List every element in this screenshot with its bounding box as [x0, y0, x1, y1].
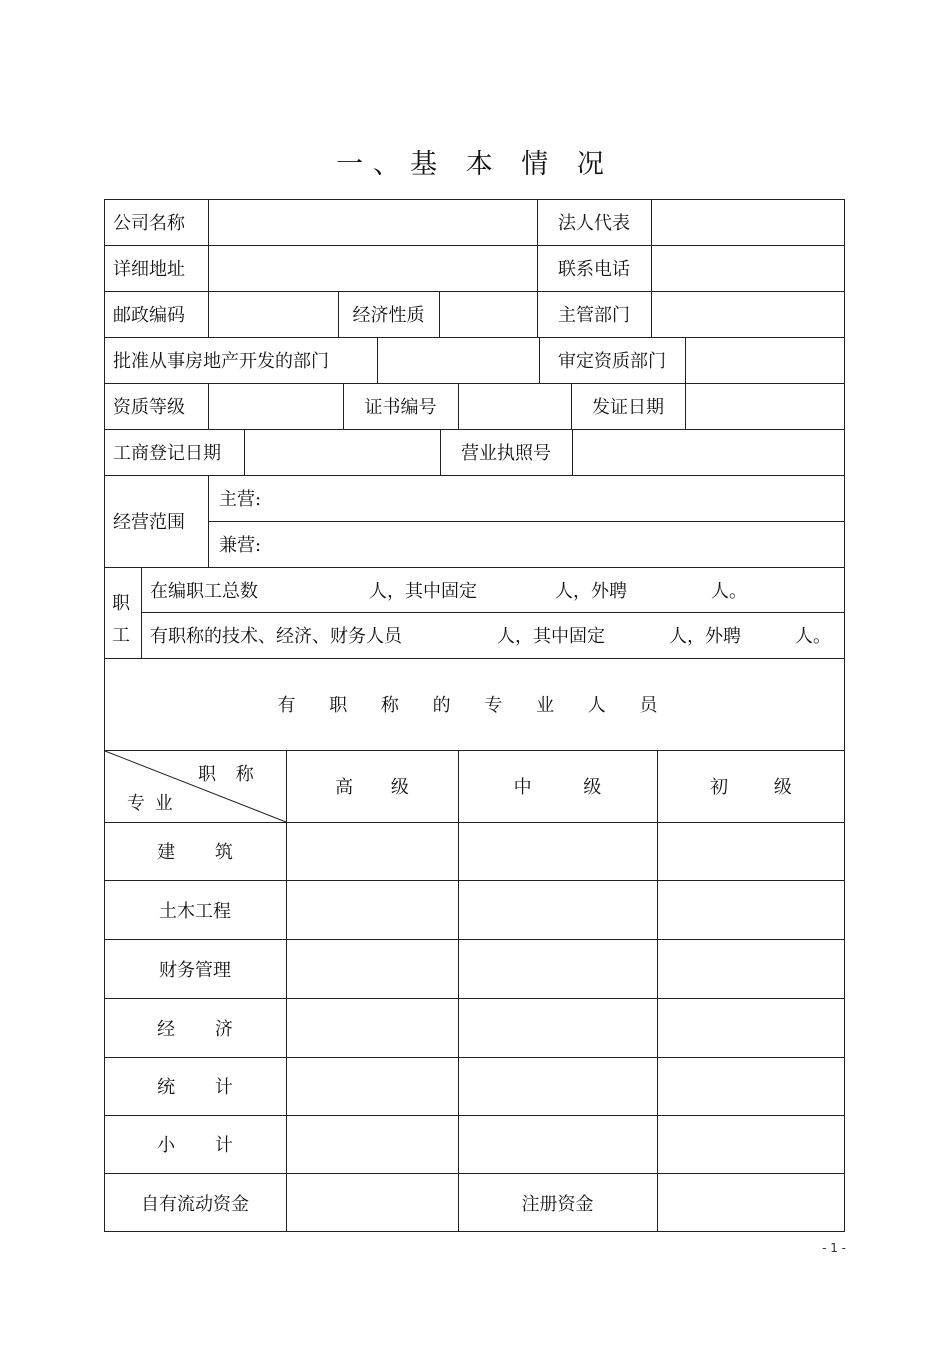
- staff-unit-label: 人。: [711, 580, 747, 602]
- row-financial-management: 财务管理: [159, 959, 231, 981]
- staff-label-bottom: 工: [112, 625, 130, 646]
- titled-external-label: 人，外聘: [669, 626, 741, 647]
- business-scope-label: 经营范围: [113, 512, 185, 533]
- row-statistics: 统 计: [157, 1077, 233, 1098]
- titled-staff-label: 有职称的技术、经济、财务人员: [150, 626, 402, 647]
- postcode-field[interactable]: [208, 291, 338, 337]
- address-label: 详细地址: [113, 259, 185, 280]
- own-funds-label: 自有流动资金: [141, 1193, 249, 1215]
- qualification-level-field[interactable]: [208, 383, 343, 429]
- registration-date-label: 工商登记日期: [113, 443, 221, 464]
- senior-header: 高 级: [335, 777, 409, 798]
- qualification-dept-field[interactable]: [685, 337, 845, 383]
- company-name-label: 公司名称: [113, 213, 185, 234]
- professional-staff-title: 有 职 称 的 专 业 人 员: [277, 695, 672, 716]
- junior-header: 初 级: [710, 777, 792, 798]
- qualification-level-label: 资质等级: [113, 397, 185, 418]
- supervisor-label: 主管部门: [558, 305, 630, 326]
- row-economics: 经 济: [157, 1018, 233, 1040]
- main-business-field[interactable]: 主营:: [219, 489, 262, 510]
- legal-rep-field[interactable]: [651, 199, 845, 245]
- cert-no-field[interactable]: [458, 383, 571, 429]
- approval-dept-field[interactable]: [377, 337, 539, 383]
- license-no-label: 营业执照号: [461, 443, 551, 464]
- titled-fixed-label: 人，其中固定: [497, 626, 605, 647]
- supervisor-field[interactable]: [651, 291, 845, 337]
- legal-rep-label: 法人代表: [558, 213, 630, 234]
- secondary-business-field[interactable]: 兼营:: [219, 535, 262, 556]
- row-architecture: 建 筑: [157, 842, 233, 863]
- page-title: 一、基 本 情 况: [336, 149, 614, 180]
- row-subtotal: 小 计: [157, 1135, 233, 1156]
- own-funds-field[interactable]: [286, 1173, 458, 1232]
- license-no-field[interactable]: [572, 429, 845, 475]
- staff-label-top: 职: [112, 593, 130, 614]
- middle-header: 中 级: [513, 777, 602, 798]
- diag-header-title: 职 称: [198, 764, 254, 785]
- economic-nature-label: 经济性质: [352, 305, 425, 326]
- approval-dept-label: 批准从事房地产开发的部门: [113, 351, 329, 372]
- economic-nature-field[interactable]: [439, 291, 537, 337]
- total-staff-label: 在编职工总数: [150, 580, 258, 602]
- issue-date-label: 发证日期: [592, 397, 664, 418]
- external-staff-label: 人，外聘: [555, 580, 627, 602]
- issue-date-field[interactable]: [685, 383, 845, 429]
- cert-no-label: 证书编号: [364, 397, 437, 418]
- address-field[interactable]: [208, 245, 537, 291]
- phone-field[interactable]: [651, 245, 845, 291]
- fixed-staff-label: 人，其中固定: [369, 580, 477, 602]
- registered-capital-label: 注册资金: [521, 1193, 594, 1215]
- page-number: - 1 -: [822, 1241, 846, 1255]
- qualification-dept-label: 审定资质部门: [558, 351, 666, 372]
- titled-unit-label: 人。: [795, 626, 831, 647]
- company-name-field[interactable]: [208, 199, 537, 245]
- registration-date-field[interactable]: [244, 429, 440, 475]
- registered-capital-field[interactable]: [657, 1173, 845, 1232]
- postcode-label: 邮政编码: [113, 305, 185, 326]
- diag-header-specialty: 专 业: [127, 793, 173, 814]
- phone-label: 联系电话: [558, 259, 630, 280]
- row-civil-engineering: 土木工程: [159, 900, 231, 922]
